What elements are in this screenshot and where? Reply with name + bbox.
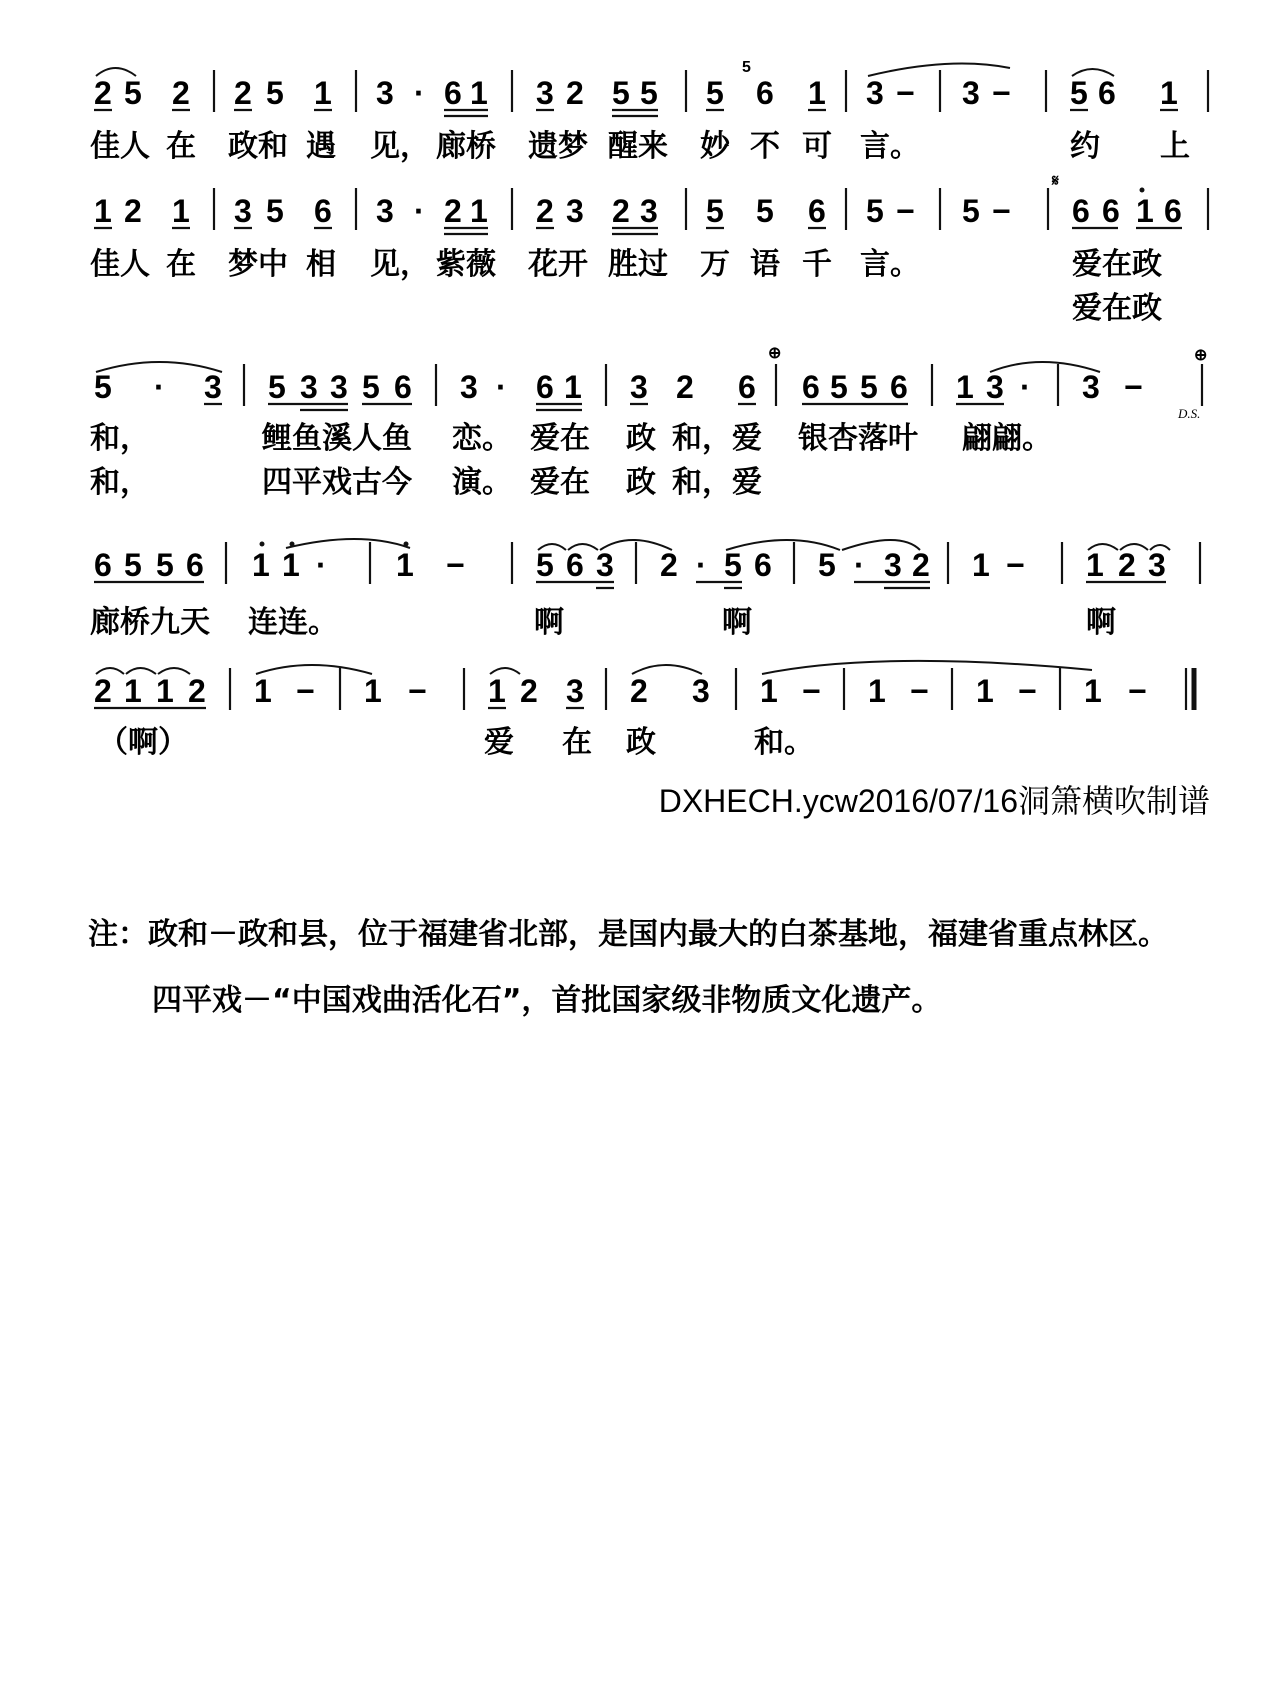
note: 3 <box>640 193 658 229</box>
note: 3 <box>986 369 1004 405</box>
note: 6 <box>890 369 908 405</box>
note: · <box>496 369 507 405</box>
lyric: 鲤鱼溪人鱼 <box>262 421 412 456</box>
note: 5 <box>706 193 724 229</box>
score-row-3 <box>90 345 1207 500</box>
lyric: 万 <box>700 247 730 282</box>
note: 1 <box>976 673 994 709</box>
note: 6 <box>738 369 756 405</box>
note: − <box>992 193 1011 229</box>
lyric: 言。 <box>860 247 920 282</box>
note: 1 <box>396 547 414 583</box>
note: − <box>1018 673 1037 709</box>
note: 2 <box>660 547 678 583</box>
note: 1 <box>488 673 506 709</box>
coda-icon: ⊕ <box>768 345 782 362</box>
note: · <box>854 547 865 583</box>
note: 2 <box>234 75 252 111</box>
note: 6 <box>444 75 462 111</box>
note: 6 <box>802 369 820 405</box>
note: 2 <box>630 673 648 709</box>
note: − <box>992 75 1011 111</box>
note: 2 <box>676 369 694 405</box>
note: − <box>896 75 915 111</box>
lyric: 和， <box>90 465 150 500</box>
note: − <box>446 547 465 583</box>
lyric: 醒来 <box>608 129 668 164</box>
note: 5 <box>536 547 554 583</box>
lyric: 可 <box>802 129 832 164</box>
note: 5 <box>818 547 836 583</box>
footnote-line-1: 注：政和－政和县，位于福建省北部，是国内最大的白茶基地，福建省重点林区。 <box>88 917 1168 952</box>
footnote-line-2: 四平戏－“中国戏曲活化石”，首批国家级非物质文化遗产。 <box>152 983 942 1018</box>
lyric: 爱在政 <box>1072 247 1162 282</box>
note: 1 <box>1160 75 1178 111</box>
lyric: 遇 <box>306 129 336 164</box>
lyric: 政 <box>626 725 656 760</box>
note: 6 <box>1102 193 1120 229</box>
note: 3 <box>300 369 318 405</box>
note: 1 <box>972 547 990 583</box>
lyric: 梦中 <box>228 247 288 282</box>
lyric: 见， <box>370 129 430 164</box>
lyric: 妙 <box>700 129 730 164</box>
lyric: 爱在 <box>530 465 590 500</box>
note: 5 <box>962 193 980 229</box>
note: 1 <box>124 673 142 709</box>
lyric: 爱在政 <box>1072 291 1162 326</box>
lyric: 千 <box>802 247 832 282</box>
lyric: 约 <box>1070 129 1100 164</box>
note: 5 <box>706 75 724 111</box>
note: 1 <box>94 193 112 229</box>
note: 1 <box>808 75 826 111</box>
note: 1 <box>252 547 270 583</box>
note: − <box>910 673 929 709</box>
lyric: 见， <box>370 247 430 282</box>
note: 2 <box>94 75 112 111</box>
note: 2 <box>1118 547 1136 583</box>
lyric: 政 <box>626 421 656 456</box>
note: 6 <box>536 369 554 405</box>
lyric: 啊 <box>1086 605 1116 640</box>
note: 3 <box>596 547 614 583</box>
note: 3 <box>330 369 348 405</box>
note: 1 <box>1086 547 1104 583</box>
note: 6 <box>186 547 204 583</box>
lyric: 爱在 <box>530 421 590 456</box>
note: 6 <box>566 547 584 583</box>
note: · <box>1020 369 1031 405</box>
note: 1 <box>364 673 382 709</box>
note: 1 <box>956 369 974 405</box>
note: 1 <box>314 75 332 111</box>
lyric: 遗梦 <box>528 129 588 164</box>
note: · <box>414 193 425 229</box>
note: 2 <box>912 547 930 583</box>
note: 3 <box>1082 369 1100 405</box>
note: · <box>696 547 707 583</box>
lyric: 廊桥 <box>436 129 496 164</box>
note: 5 <box>362 369 380 405</box>
note: 3 <box>566 193 584 229</box>
note: 2 <box>124 193 142 229</box>
lyric: 和， <box>90 421 150 456</box>
note: 2 <box>566 75 584 111</box>
note: 5 <box>866 193 884 229</box>
lyric: 和，爱 <box>672 465 762 500</box>
note: 3 <box>962 75 980 111</box>
note: 1 <box>282 547 300 583</box>
lyric: 胜过 <box>608 247 668 282</box>
lyric: 言。 <box>860 129 920 164</box>
lyric: 在 <box>562 725 592 760</box>
note: 5 <box>94 369 112 405</box>
note: 6 <box>756 75 774 111</box>
note: 1 <box>760 673 778 709</box>
lyric: 在 <box>166 129 196 164</box>
note: 1 <box>868 673 886 709</box>
score-row-1 <box>90 59 1208 164</box>
note: − <box>896 193 915 229</box>
lyric: 佳人 <box>90 247 150 282</box>
note: 2 <box>188 673 206 709</box>
note: 3 <box>630 369 648 405</box>
note: 3 <box>866 75 884 111</box>
lyric: 政 <box>626 465 656 500</box>
note: · <box>316 547 327 583</box>
lyric: （啊） <box>98 725 188 760</box>
note: 6 <box>94 547 112 583</box>
note: 3 <box>1148 547 1166 583</box>
lyric: 花开 <box>528 247 588 282</box>
coda-icon: ⊕ <box>1194 347 1208 364</box>
note: 6 <box>314 193 332 229</box>
lyric: 银杏落叶 <box>798 421 918 456</box>
score-row-5 <box>94 661 1194 760</box>
note: 1 <box>1136 193 1154 229</box>
note: 5 <box>756 193 774 229</box>
note: 6 <box>1164 193 1182 229</box>
lyric: 啊 <box>534 605 564 640</box>
note: − <box>802 673 821 709</box>
segno-icon: 𝄋 <box>1052 173 1059 190</box>
note: 5 <box>860 369 878 405</box>
lyric: 在 <box>166 247 196 282</box>
note: 3 <box>376 193 394 229</box>
note: 6 <box>394 369 412 405</box>
lyric: 语 <box>750 247 780 282</box>
note: 6 <box>1072 193 1090 229</box>
note: 5 <box>640 75 658 111</box>
note: 3 <box>460 369 478 405</box>
note: 1 <box>156 673 174 709</box>
lyric: 啊 <box>722 605 752 640</box>
score-row-2 <box>90 173 1208 326</box>
ds-mark: D.S. <box>1178 406 1201 421</box>
note: 3 <box>566 673 584 709</box>
lyric: 爱 <box>484 725 514 760</box>
score-row-4 <box>90 539 1200 640</box>
note: 2 <box>520 673 538 709</box>
note: 6 <box>754 547 772 583</box>
note: 5 <box>266 75 284 111</box>
credit-line: DXHECH.ycw2016/07/16洞箫横吹制谱 <box>658 783 1210 819</box>
lyric: 四平戏古今 <box>262 465 412 500</box>
lyric: 不 <box>750 129 780 164</box>
note: 2 <box>612 193 630 229</box>
note: 1 <box>470 75 488 111</box>
note: 5 <box>268 369 286 405</box>
note: − <box>1124 369 1143 405</box>
note: − <box>408 673 427 709</box>
lyric: 连连。 <box>248 605 338 640</box>
note: 3 <box>234 193 252 229</box>
lyric: 相 <box>306 247 336 282</box>
note: · <box>414 75 425 111</box>
note: 5 <box>724 547 742 583</box>
note: 5 <box>1070 75 1088 111</box>
note: 1 <box>172 193 190 229</box>
lyric: 演。 <box>452 465 512 500</box>
note: − <box>1006 547 1025 583</box>
note: 6 <box>808 193 826 229</box>
note: 2 <box>172 75 190 111</box>
lyric: 上 <box>1160 129 1190 164</box>
note: · <box>154 369 165 405</box>
note: 2 <box>536 193 554 229</box>
lyric: 和。 <box>754 725 814 760</box>
note: 1 <box>1084 673 1102 709</box>
note: 2 <box>94 673 112 709</box>
note: 2 <box>444 193 462 229</box>
note: 6 <box>1098 75 1116 111</box>
note: 5 <box>830 369 848 405</box>
note: − <box>1128 673 1147 709</box>
lyric: 政和 <box>228 129 288 164</box>
note: 5 <box>124 75 142 111</box>
note: 3 <box>692 673 710 709</box>
note: 5 <box>612 75 630 111</box>
note: 5 <box>124 547 142 583</box>
grace-note: 5 <box>742 59 751 76</box>
note: 5 <box>156 547 174 583</box>
lyric: 廊桥九天 <box>90 605 210 640</box>
lyric: 佳人 <box>90 129 150 164</box>
note: 3 <box>536 75 554 111</box>
note: 3 <box>376 75 394 111</box>
lyric: 翩翩。 <box>962 421 1052 456</box>
note: 3 <box>884 547 902 583</box>
lyric: 紫薇 <box>436 247 496 282</box>
note: − <box>296 673 315 709</box>
lyric: 恋。 <box>452 421 512 456</box>
lyric: 和，爱 <box>672 421 762 456</box>
note: 1 <box>254 673 272 709</box>
note: 1 <box>564 369 582 405</box>
note: 5 <box>266 193 284 229</box>
note: 1 <box>470 193 488 229</box>
note: 3 <box>204 369 222 405</box>
